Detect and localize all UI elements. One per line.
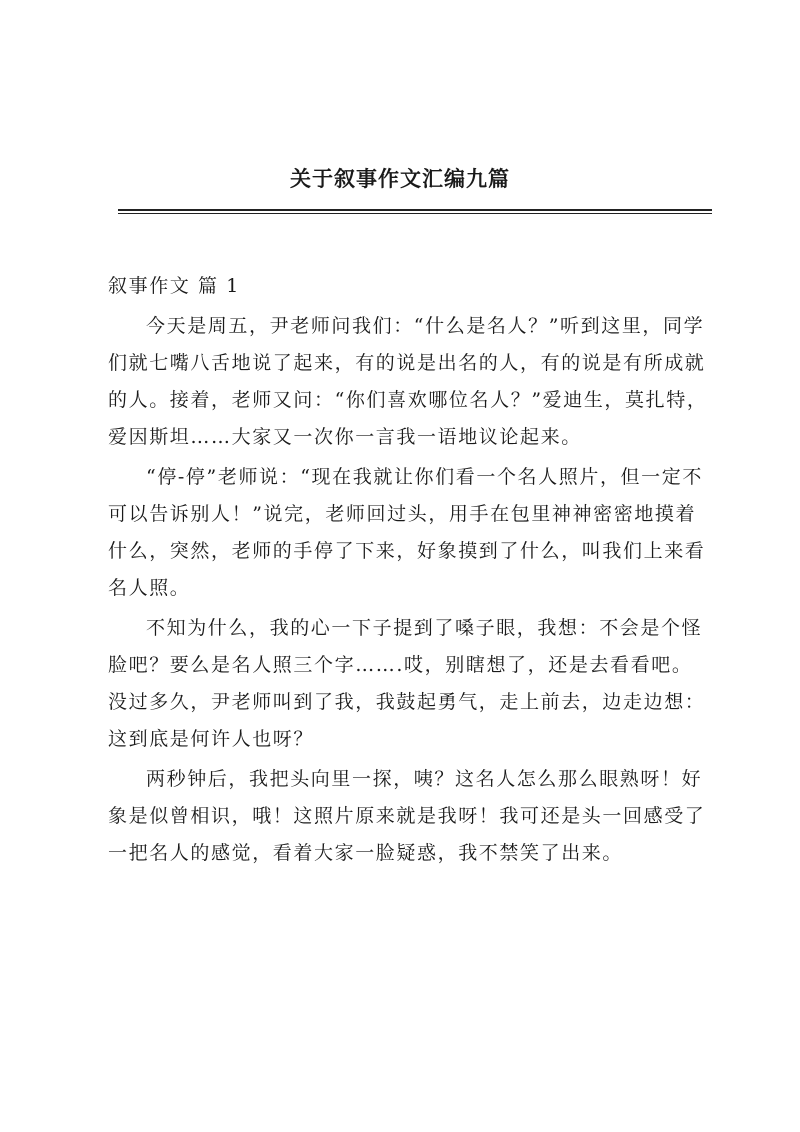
title-divider: [118, 209, 712, 214]
document-title: 关于叙事作文汇编九篇: [290, 166, 510, 191]
document-body: [108, 268, 708, 875]
paragraph-3: 不知为什么，我的心一下子提到了嗓子眼，我想：不会是个怪脸吧？要么是名人照三个字…….哎，别瞎想了，还是去看看吧。没过多久，尹老师叫到了我，我鼓起勇气，走上前去，边走边想：这到底是何许人也呀？: [108, 617, 706, 750]
paragraph-1: 今天是周五，尹老师问我们：“什么是名人？”听到这里，同学们就七嘴八舌地说了起来，有的说是出名的人，有的说是有所成就的人。接着，老师又问：“你们喜欢哪位名人？”爱迪生，莫扎特，爱因斯坦……大家又一次你一言我一语地议论起来。: [108, 315, 708, 448]
paragraph-2: “停-停”老师说：“现在我就让你们看一个名人照片，但一定不可以告诉别人！”说完，老师回过头，用手在包里神神密密地摸着什么，突然，老师的手停了下来，好象摸到了什么，叫我们上来看名人照。: [108, 466, 706, 599]
paragraph-4: 两秒钟后，我把头向里一探，咦？这名人怎么那么眼熟呀！好象是似曾相识，哦！这照片原来就是我呀！我可还是头一回感受了一把名人的感觉，看着大家一脸疑惑，我不禁笑了出来。: [108, 768, 706, 864]
section-heading: 叙事作文 篇 1: [108, 275, 240, 297]
